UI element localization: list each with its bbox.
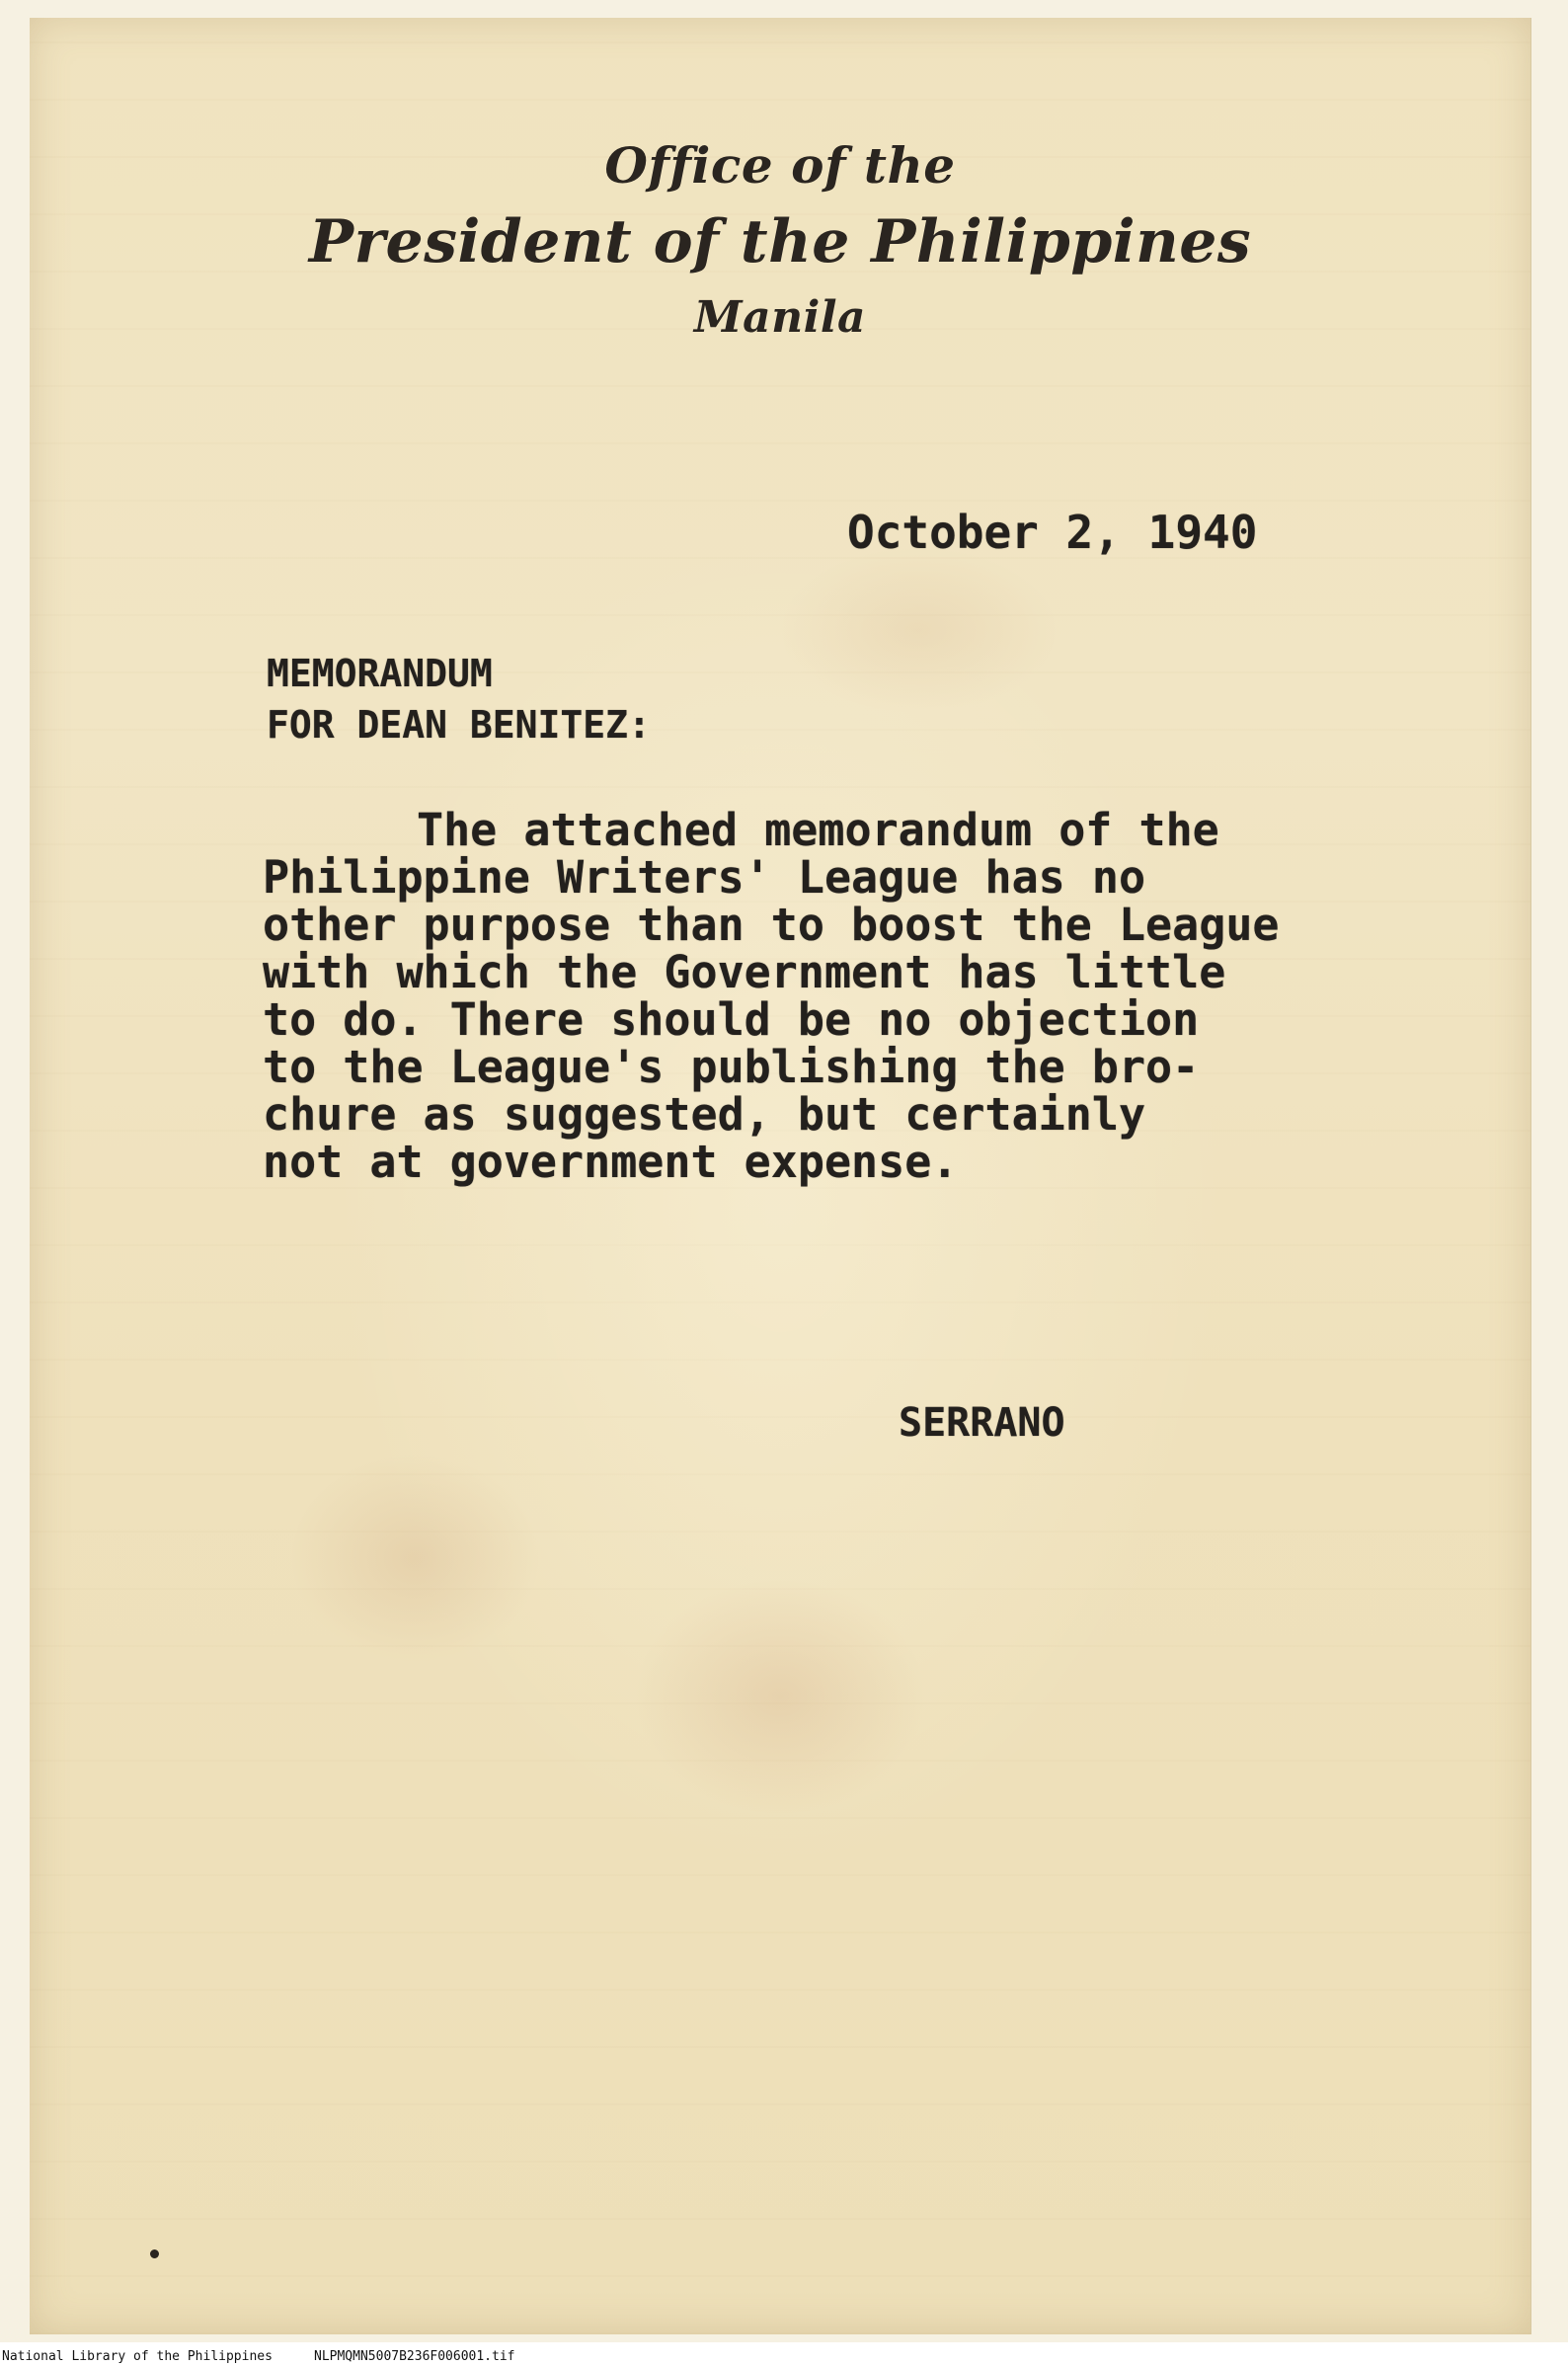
letterhead-city: Manila [693, 292, 867, 343]
signature: SERRANO [899, 1400, 1065, 1446]
letter-page [30, 18, 1531, 2334]
body-line-5: to do. There should be no objection [263, 993, 1200, 1046]
footer-filename: NLPMQMN5007B236F006001.tif [314, 2349, 515, 2364]
letterhead-president: President of the Philippines [308, 207, 1252, 276]
body-line-4: with which the Government has little [263, 946, 1226, 998]
footer-source: National Library of the Philippines [2, 2349, 273, 2364]
scan-footer [0, 2346, 1568, 2366]
body-line-6: to the League's publishing the bro- [263, 1041, 1200, 1093]
letterhead-office: Office of the [604, 136, 956, 195]
body-line-3: other purpose than to boost the League [263, 899, 1280, 951]
memo-heading-line-2: FOR DEAN BENITEZ: [267, 703, 651, 747]
body-line-1: The attached memorandum of the [417, 804, 1219, 856]
memo-heading-line-1: MEMORANDUM [267, 652, 493, 695]
memo-heading [267, 648, 651, 750]
body-line-8: not at government expense. [263, 1136, 959, 1188]
ink-speck [150, 2249, 159, 2258]
letter-date: October 2, 1940 [847, 506, 1258, 559]
body-line-7: chure as suggested, but certainly [263, 1088, 1146, 1141]
body-line-2: Philippine Writers' League has no [263, 851, 1146, 904]
